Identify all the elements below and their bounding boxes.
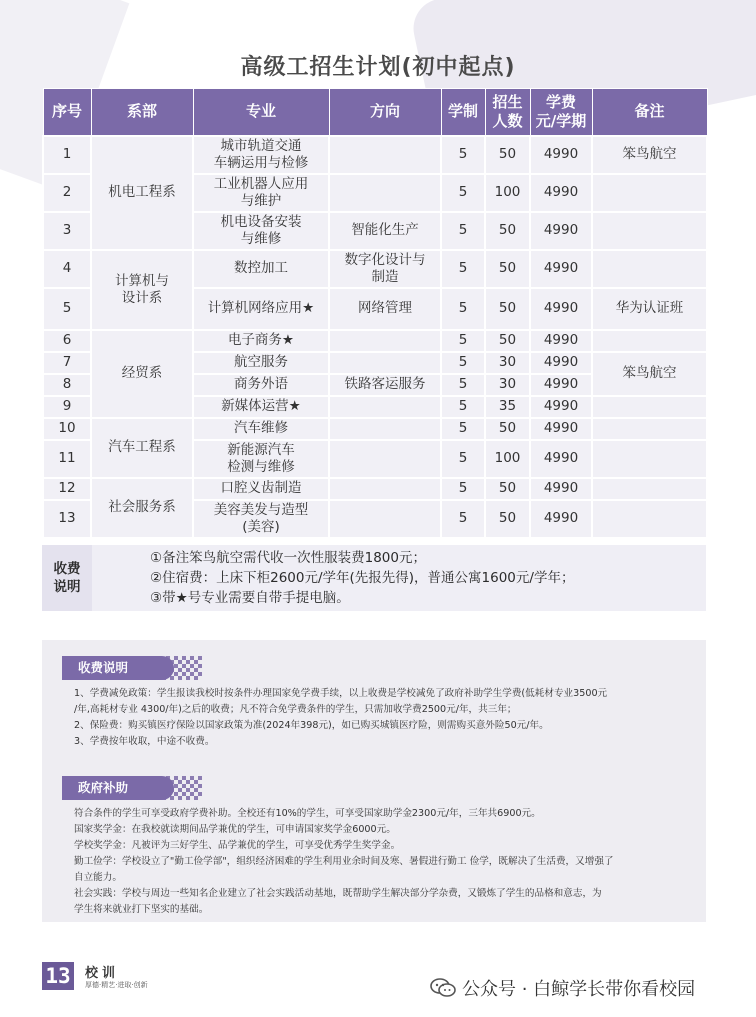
cell-major: 航空服务 xyxy=(193,352,329,374)
subsidy-item: 社会实践：学校与周边一些知名企业建立了社会实践活动基地，既帮助学生解决部分学杂费，又锻炼了学生的品格和意志，为 学生将来就业打下坚实的基础。 xyxy=(74,888,602,915)
cell-enroll: 30 xyxy=(485,352,530,374)
cell-note xyxy=(592,478,707,500)
cell-note xyxy=(592,330,707,352)
cell-major: 商务外语 xyxy=(193,374,329,396)
fee-note-label: 收费 说明 xyxy=(42,545,92,611)
wechat-text: 公众号 · 白鲸学长带你看校园 xyxy=(462,979,696,1000)
cell-note xyxy=(592,212,707,250)
cell-direction: 铁路客运服务 xyxy=(329,374,441,396)
cell-no: 13 xyxy=(43,500,91,538)
header-enroll: 招生 人数 xyxy=(485,89,530,136)
cell-enroll: 50 xyxy=(485,250,530,288)
cell-note: 笨鸟航空 xyxy=(592,136,707,174)
cell-years: 5 xyxy=(441,212,485,250)
cell-note xyxy=(592,174,707,212)
cell-direction xyxy=(329,136,441,174)
cell-enroll: 50 xyxy=(485,478,530,500)
header-direction: 方向 xyxy=(329,89,441,136)
subsidy-item: 勤工俭学：学校设立了"勤工俭学部"，组织经济困难的学生利用业余时间及寒、暑假进行勤工 俭学，既解决了生活费，又增强了 自立能力。 xyxy=(74,856,614,883)
table-row xyxy=(43,418,707,440)
cell-years: 5 xyxy=(441,418,485,440)
cell-note: 笨鸟航空 xyxy=(592,352,707,396)
cell-note: 华为认证班 xyxy=(592,288,707,330)
cell-dept: 经贸系 xyxy=(91,330,193,418)
cell-dept: 社会服务系 xyxy=(91,478,193,538)
enrollment-table xyxy=(42,88,708,539)
cell-no: 2 xyxy=(43,174,91,212)
cell-dept: 计算机与 设计系 xyxy=(91,250,193,330)
fee-item: 3、学费按年收取，中途不收费。 xyxy=(74,736,215,747)
cell-fee: 4990 xyxy=(530,500,592,538)
cell-enroll: 50 xyxy=(485,418,530,440)
cell-direction xyxy=(329,500,441,538)
cell-note xyxy=(592,500,707,538)
cell-years: 5 xyxy=(441,440,485,478)
cell-direction xyxy=(329,352,441,374)
fee-note-line: ②住宿费：上床下柜2600元/学年(先报先得)，普通公寓1600元/学年； xyxy=(150,570,575,586)
wechat-watermark xyxy=(430,975,695,1001)
cell-major: 新能源汽车 检测与维修 xyxy=(193,440,329,478)
cell-years: 5 xyxy=(441,174,485,212)
cell-fee: 4990 xyxy=(530,440,592,478)
info-panel xyxy=(42,640,706,922)
cell-direction: 数字化设计与 制造 xyxy=(329,250,441,288)
cell-enroll: 30 xyxy=(485,374,530,396)
cell-fee: 4990 xyxy=(530,396,592,418)
cell-major: 计算机网络应用★ xyxy=(193,288,329,330)
cell-fee: 4990 xyxy=(530,212,592,250)
cell-enroll: 100 xyxy=(485,440,530,478)
cell-no: 4 xyxy=(43,250,91,288)
cell-years: 5 xyxy=(441,288,485,330)
cell-no: 10 xyxy=(43,418,91,440)
cell-direction xyxy=(329,330,441,352)
cell-no: 5 xyxy=(43,288,91,330)
subsidy-item: 国家奖学金：在我校就读期间品学兼优的学生，可申请国家奖学金6000元。 xyxy=(74,824,396,835)
cell-major: 汽车维修 xyxy=(193,418,329,440)
cell-note xyxy=(592,396,707,418)
cell-years: 5 xyxy=(441,250,485,288)
cell-fee: 4990 xyxy=(530,352,592,374)
cell-dept: 机电工程系 xyxy=(91,136,193,250)
table-row xyxy=(43,330,707,352)
cell-major: 新媒体运营★ xyxy=(193,396,329,418)
cell-major: 工业机器人应用 与维护 xyxy=(193,174,329,212)
cell-direction: 智能化生产 xyxy=(329,212,441,250)
header-years: 学制 xyxy=(441,89,485,136)
cell-no: 8 xyxy=(43,374,91,396)
table-row xyxy=(43,136,707,174)
cell-fee: 4990 xyxy=(530,418,592,440)
cell-direction xyxy=(329,440,441,478)
cell-major: 城市轨道交通 车辆运用与检修 xyxy=(193,136,329,174)
header-dept: 系部 xyxy=(91,89,193,136)
cell-enroll: 50 xyxy=(485,136,530,174)
cell-no: 1 xyxy=(43,136,91,174)
wechat-icon xyxy=(430,978,456,998)
motto-title: 校训 xyxy=(85,966,120,981)
cell-fee: 4990 xyxy=(530,374,592,396)
cell-major: 数控加工 xyxy=(193,250,329,288)
cell-note xyxy=(592,440,707,478)
cell-enroll: 35 xyxy=(485,396,530,418)
cell-fee: 4990 xyxy=(530,288,592,330)
fee-section-badge: 收费说明 xyxy=(62,656,174,680)
checker-decoration xyxy=(154,656,202,680)
fee-section-text xyxy=(74,686,694,750)
header-fee: 学费 元/学期 xyxy=(530,89,592,136)
cell-enroll: 50 xyxy=(485,212,530,250)
cell-direction xyxy=(329,478,441,500)
motto-text: 厚德·精艺·进取·创新 xyxy=(85,981,148,989)
table-row xyxy=(43,478,707,500)
cell-major: 机电设备安装 与维修 xyxy=(193,212,329,250)
checker-decoration xyxy=(154,776,202,800)
cell-direction: 网络管理 xyxy=(329,288,441,330)
cell-direction xyxy=(329,174,441,212)
fee-note-box xyxy=(42,545,706,611)
fee-note-line: ③带★号专业需要自带手提电脑。 xyxy=(150,590,350,606)
cell-no: 3 xyxy=(43,212,91,250)
fee-note-line: ①备注笨鸟航空需代收一次性服装费1800元； xyxy=(150,550,426,566)
header-note: 备注 xyxy=(592,89,707,136)
header-major: 专业 xyxy=(193,89,329,136)
cell-dept: 汽车工程系 xyxy=(91,418,193,478)
cell-fee: 4990 xyxy=(530,478,592,500)
cell-years: 5 xyxy=(441,330,485,352)
cell-fee: 4990 xyxy=(530,250,592,288)
cell-enroll: 100 xyxy=(485,174,530,212)
subsidy-section-badge: 政府补助 xyxy=(62,776,174,800)
cell-enroll: 50 xyxy=(485,288,530,330)
cell-major: 美容美发与造型 (美容) xyxy=(193,500,329,538)
cell-years: 5 xyxy=(441,374,485,396)
cell-no: 11 xyxy=(43,440,91,478)
cell-note xyxy=(592,418,707,440)
subsidy-section-text xyxy=(74,806,694,918)
cell-no: 7 xyxy=(43,352,91,374)
cell-enroll: 50 xyxy=(485,330,530,352)
table-header-row xyxy=(43,89,707,136)
cell-years: 5 xyxy=(441,396,485,418)
table-row xyxy=(43,250,707,288)
header-no: 序号 xyxy=(43,89,91,136)
cell-no: 6 xyxy=(43,330,91,352)
cell-years: 5 xyxy=(441,136,485,174)
subsidy-item: 学校奖学金：凡被评为三好学生、品学兼优的学生，可享受优秀学生奖学金。 xyxy=(74,840,401,851)
cell-no: 9 xyxy=(43,396,91,418)
fee-note-lines xyxy=(92,545,574,611)
cell-fee: 4990 xyxy=(530,174,592,212)
subsidy-item: 符合条件的学生可享受政府学费补助。全校还有10%的学生，可享受国家助学金2300元/年，三年共6900元。 xyxy=(74,808,541,819)
fee-item: 2、保险费：购买镇医疗保险以国家政策为准(2024年398元)，如已购买城镇医疗险，则需购买意外险50元/年。 xyxy=(74,720,549,731)
cell-direction xyxy=(329,418,441,440)
cell-years: 5 xyxy=(441,500,485,538)
cell-fee: 4990 xyxy=(530,330,592,352)
cell-note xyxy=(592,250,707,288)
cell-no: 12 xyxy=(43,478,91,500)
cell-years: 5 xyxy=(441,478,485,500)
cell-major: 口腔义齿制造 xyxy=(193,478,329,500)
fee-item: 1、学费减免政策：学生报读我校时按条件办理国家免学费手续，以上收费是学校减免了政府补助学生学费(低耗材专业3500元 /年,高耗材专业 4300/年)之后的收费；凡不符合免学费条件的学生，只需加收学费2500元/年，共三年； xyxy=(74,688,608,715)
cell-major: 电子商务★ xyxy=(193,330,329,352)
page-number: 13 xyxy=(42,962,74,990)
cell-direction xyxy=(329,396,441,418)
cell-years: 5 xyxy=(441,352,485,374)
cell-fee: 4990 xyxy=(530,136,592,174)
cell-enroll: 50 xyxy=(485,500,530,538)
page-title: 高级工招生计划(初中起点) xyxy=(240,55,516,80)
